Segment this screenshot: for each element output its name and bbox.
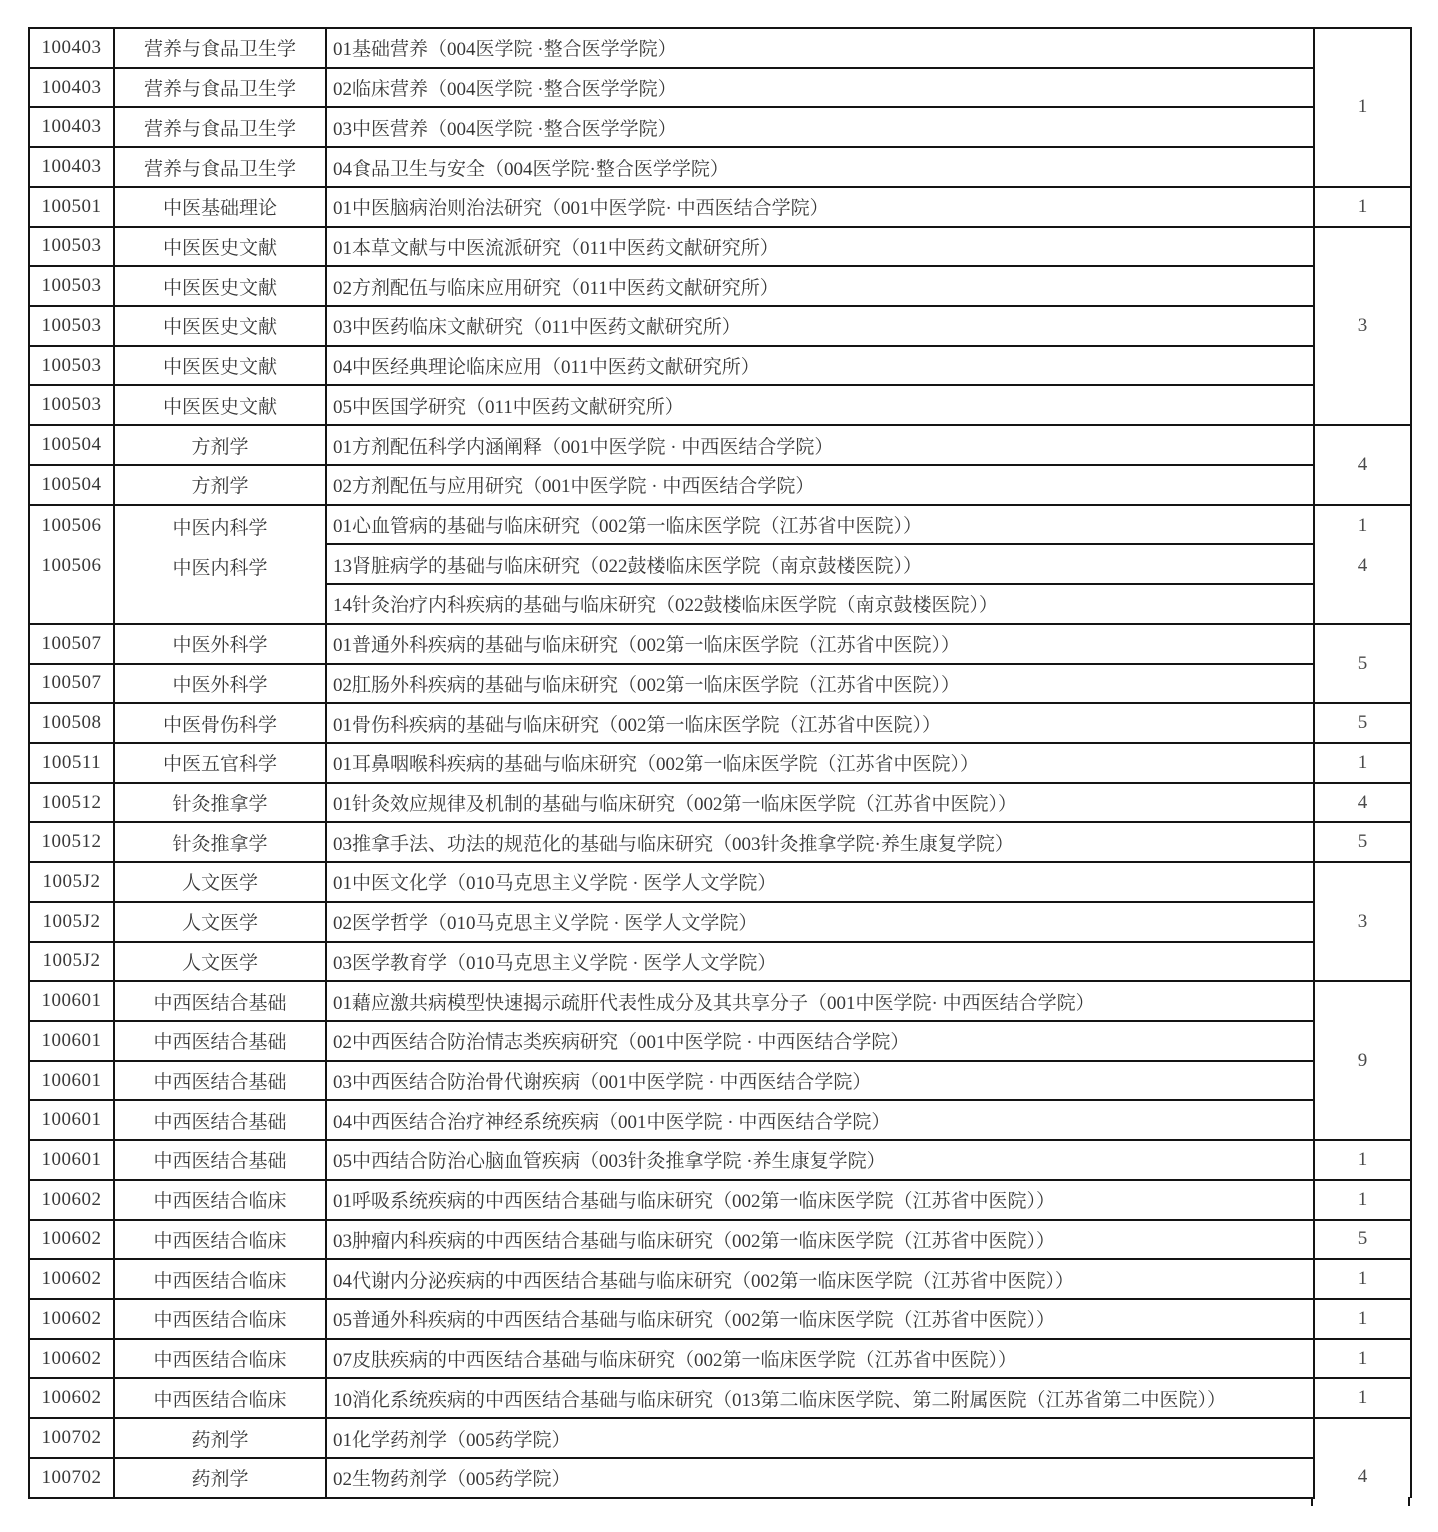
direction-cell: 01普通外科疾病的基础与临床研究（002第一临床医学院（江苏省中医院）） <box>326 624 1314 664</box>
code-cell <box>29 505 114 624</box>
table-row <box>29 385 1411 425</box>
major-cell: 中西医结合基础 <box>114 1021 326 1061</box>
direction-cell: 01针灸效应规律及机制的基础与临床研究（002第一临床医学院（江苏省中医院）） <box>326 783 1314 823</box>
major-cell: 营养与食品卫生学 <box>114 68 326 108</box>
direction-cell: 01化学药剂学（005药学院） <box>326 1418 1314 1458</box>
cell-line-text: 4 <box>1357 791 1368 813</box>
code-cell: 100601 <box>29 981 114 1021</box>
code-cell: 100504 <box>29 425 114 465</box>
direction-cell: 02临床营养（004医学院 ·整合医学学院） <box>326 68 1314 108</box>
code-cell: 100702 <box>29 1458 114 1498</box>
code-cell: 1005J2 <box>29 942 114 982</box>
quota-cell <box>1314 624 1411 703</box>
code-cell: 100601 <box>29 1100 114 1140</box>
table-row <box>29 703 1411 743</box>
code-cell: 100602 <box>29 1259 114 1299</box>
code-cell: 100503 <box>29 306 114 346</box>
cell-line-text: 4 <box>1357 1465 1368 1487</box>
major-cell: 中西医结合临床 <box>114 1180 326 1220</box>
major-cell: 中医外科学 <box>114 664 326 704</box>
direction-cell: 01耳鼻咽喉科疾病的基础与临床研究（002第一临床医学院（江苏省中医院）） <box>326 743 1314 783</box>
table-row <box>29 743 1411 783</box>
table-row <box>29 862 1411 902</box>
code-cell: 100512 <box>29 822 114 862</box>
code-cell: 100601 <box>29 1061 114 1101</box>
cell-line-text: 9 <box>1357 1049 1368 1071</box>
major-cell: 中医医史文献 <box>114 346 326 386</box>
major-cell: 中西医结合临床 <box>114 1259 326 1299</box>
quota-cell <box>1314 783 1411 823</box>
quota-cell <box>1314 1378 1411 1418</box>
cell-line-text: 1 <box>1357 515 1368 537</box>
table-row <box>29 1100 1411 1140</box>
code-cell: 100602 <box>29 1299 114 1339</box>
major-cell: 中西医结合基础 <box>114 981 326 1021</box>
direction-cell: 01基础营养（004医学院 ·整合医学学院） <box>326 28 1314 68</box>
table-row <box>29 306 1411 346</box>
quota-cell <box>1314 425 1411 504</box>
code-cell: 100403 <box>29 107 114 147</box>
direction-cell: 04中西医结合治疗神经系统疾病（001中医学院 · 中西医结合学院） <box>326 1100 1314 1140</box>
table-row <box>29 425 1411 465</box>
direction-cell: 02中西医结合防治情志类疾病研究（001中医学院 · 中西医结合学院） <box>326 1021 1314 1061</box>
major-cell: 营养与食品卫生学 <box>114 28 326 68</box>
table-row <box>29 783 1411 823</box>
direction-cell: 14针灸治疗内科疾病的基础与临床研究（022鼓楼临床医学院（南京鼓楼医院）） <box>326 584 1314 624</box>
direction-cell: 13肾脏病学的基础与临床研究（022鼓楼临床医学院（南京鼓楼医院）） <box>326 544 1314 584</box>
code-cell: 100507 <box>29 624 114 664</box>
table-row <box>29 664 1411 704</box>
cell-line-text: 5 <box>1357 1228 1368 1250</box>
major-cell: 方剂学 <box>114 425 326 465</box>
cell-line-text: 1 <box>1357 195 1368 217</box>
code-cell: 100503 <box>29 346 114 386</box>
cell-line-text: 中医内科学 <box>172 517 268 539</box>
quota-cell <box>1314 862 1411 981</box>
table-row <box>29 187 1411 227</box>
major-cell: 针灸推拿学 <box>114 822 326 862</box>
direction-cell: 01中医脑病治则治法研究（001中医学院· 中西医结合学院） <box>326 187 1314 227</box>
direction-cell: 03医学教育学（010马克思主义学院 · 医学人文学院） <box>326 942 1314 982</box>
code-cell: 1005J2 <box>29 902 114 942</box>
document-page <box>28 27 1410 1499</box>
quota-cell <box>1314 1299 1411 1339</box>
cell-line-text: 1 <box>1357 1148 1368 1170</box>
cell-line-text: 5 <box>1357 831 1368 853</box>
major-cell: 营养与食品卫生学 <box>114 107 326 147</box>
direction-cell: 02生物药剂学（005药学院） <box>326 1458 1314 1498</box>
major-cell: 人文医学 <box>114 942 326 982</box>
code-cell: 100503 <box>29 385 114 425</box>
major-cell: 针灸推拿学 <box>114 783 326 823</box>
table-row <box>29 505 1411 545</box>
direction-cell: 05中医国学研究（011中医药文献研究所） <box>326 385 1314 425</box>
direction-cell: 04代谢内分泌疾病的中西医结合基础与临床研究（002第一临床医学院（江苏省中医院）） <box>326 1259 1314 1299</box>
code-cell: 100501 <box>29 187 114 227</box>
major-cell: 中西医结合临床 <box>114 1378 326 1418</box>
cell-line-text: 3 <box>1357 910 1368 932</box>
cell-line-text: 5 <box>1357 712 1368 734</box>
table-row <box>29 266 1411 306</box>
code-cell: 100601 <box>29 1021 114 1061</box>
major-cell: 中西医结合临床 <box>114 1339 326 1379</box>
cell-line-text: 1 <box>1357 1307 1368 1329</box>
cell-line-text: 3 <box>1357 314 1368 336</box>
quota-cell <box>1314 743 1411 783</box>
code-cell: 100602 <box>29 1339 114 1379</box>
table-row <box>29 1021 1411 1061</box>
direction-cell: 04中医经典理论临床应用（011中医药文献研究所） <box>326 346 1314 386</box>
code-cell: 100602 <box>29 1378 114 1418</box>
direction-cell: 01方剂配伍科学内涵阐释（001中医学院 · 中西医结合学院） <box>326 425 1314 465</box>
major-cell: 药剂学 <box>114 1458 326 1498</box>
code-cell: 100403 <box>29 68 114 108</box>
direction-cell: 05中西结合防治心脑血管疾病（003针灸推拿学院 ·养生康复学院） <box>326 1140 1314 1180</box>
major-cell: 中医骨伤科学 <box>114 703 326 743</box>
direction-cell: 01中医文化学（010马克思主义学院 · 医学人文学院） <box>326 862 1314 902</box>
direction-cell: 04食品卫生与安全（004医学院·整合医学学院） <box>326 147 1314 187</box>
code-cell: 1005J2 <box>29 862 114 902</box>
major-cell: 中西医结合基础 <box>114 1140 326 1180</box>
cell-line-text: 中医内科学 <box>172 557 268 579</box>
cell-line-text: 1 <box>1357 1387 1368 1409</box>
major-cell: 中医医史文献 <box>114 385 326 425</box>
direction-cell: 01呼吸系统疾病的中西医结合基础与临床研究（002第一临床医学院（江苏省中医院）） <box>326 1180 1314 1220</box>
table-row <box>29 981 1411 1021</box>
major-cell: 营养与食品卫生学 <box>114 147 326 187</box>
code-cell: 100503 <box>29 266 114 306</box>
table-row <box>29 1418 1411 1458</box>
code-cell: 100602 <box>29 1220 114 1260</box>
cell-line-text: 1 <box>1357 1268 1368 1290</box>
direction-cell: 03肿瘤内科疾病的中西医结合基础与临床研究（002第一临床医学院（江苏省中医院）） <box>326 1220 1314 1260</box>
direction-cell: 03中医营养（004医学院 ·整合医学学院） <box>326 107 1314 147</box>
table-row <box>29 1378 1411 1418</box>
table-row <box>29 1220 1411 1260</box>
major-cell: 方剂学 <box>114 465 326 505</box>
quota-cell <box>1314 703 1411 743</box>
quota-column-right-edge-extension <box>1408 1497 1410 1506</box>
cell-line-text: 4 <box>1357 453 1368 475</box>
table-row <box>29 107 1411 147</box>
cell-line-text: 100506 <box>41 515 102 537</box>
major-cell: 药剂学 <box>114 1418 326 1458</box>
cell-line-text: 1 <box>1357 1347 1368 1369</box>
quota-cell <box>1314 1259 1411 1299</box>
major-cell: 中医医史文献 <box>114 266 326 306</box>
cell-line-text: 1 <box>1357 1188 1368 1210</box>
major-cell: 中医五官科学 <box>114 743 326 783</box>
code-cell: 100601 <box>29 1140 114 1180</box>
table-row <box>29 147 1411 187</box>
quota-cell <box>1314 1180 1411 1220</box>
cell-line-text: 4 <box>1357 555 1368 577</box>
code-cell: 100508 <box>29 703 114 743</box>
table-row <box>29 1180 1411 1220</box>
quota-cell <box>1314 1339 1411 1379</box>
code-cell: 100403 <box>29 28 114 68</box>
code-cell: 100507 <box>29 664 114 704</box>
direction-cell: 07皮肤疾病的中西医结合基础与临床研究（002第一临床医学院（江苏省中医院）） <box>326 1339 1314 1379</box>
quota-cell <box>1314 1418 1411 1497</box>
quota-cell <box>1314 822 1411 862</box>
direction-cell: 02方剂配伍与临床应用研究（011中医药文献研究所） <box>326 266 1314 306</box>
major-cell: 中医基础理论 <box>114 187 326 227</box>
quota-cell <box>1314 1140 1411 1180</box>
direction-cell: 02方剂配伍与应用研究（001中医学院 · 中西医结合学院） <box>326 465 1314 505</box>
direction-cell: 01藉应激共病模型快速揭示疏肝代表性成分及其共享分子（001中医学院· 中西医结合学院） <box>326 981 1314 1021</box>
quota-cell <box>1314 227 1411 426</box>
table-row <box>29 624 1411 664</box>
table-row <box>29 1339 1411 1379</box>
code-cell: 100511 <box>29 743 114 783</box>
table-row <box>29 1061 1411 1101</box>
table-row <box>29 227 1411 267</box>
quota-cell <box>1314 1220 1411 1260</box>
direction-cell: 10消化系统疾病的中西医结合基础与临床研究（013第二临床医学院、第二附属医院（江苏省第二中医院）） <box>326 1378 1314 1418</box>
table-row <box>29 902 1411 942</box>
direction-cell: 01骨伤科疾病的基础与临床研究（002第一临床医学院（江苏省中医院）） <box>326 703 1314 743</box>
direction-cell: 02医学哲学（010马克思主义学院 · 医学人文学院） <box>326 902 1314 942</box>
table-row <box>29 1259 1411 1299</box>
major-cell: 中西医结合基础 <box>114 1100 326 1140</box>
code-cell: 100512 <box>29 783 114 823</box>
code-cell: 100504 <box>29 465 114 505</box>
major-cell: 中西医结合临床 <box>114 1299 326 1339</box>
major-cell: 中西医结合临床 <box>114 1220 326 1260</box>
quota-cell <box>1314 187 1411 227</box>
admissions-table <box>28 27 1412 1499</box>
major-cell <box>114 505 326 624</box>
table-row <box>29 465 1411 505</box>
code-cell: 100403 <box>29 147 114 187</box>
major-cell: 中医医史文献 <box>114 227 326 267</box>
quota-cell <box>1314 28 1411 187</box>
quota-column-left-edge-extension <box>1311 1497 1313 1506</box>
direction-cell: 05普通外科疾病的中西医结合基础与临床研究（002第一临床医学院（江苏省中医院）） <box>326 1299 1314 1339</box>
cell-line-text: 1 <box>1357 96 1368 118</box>
direction-cell: 03中西医结合防治骨代谢疾病（001中医学院 · 中西医结合学院） <box>326 1061 1314 1101</box>
table-row <box>29 1140 1411 1180</box>
major-cell: 人文医学 <box>114 862 326 902</box>
major-cell: 中西医结合基础 <box>114 1061 326 1101</box>
quota-cell <box>1314 981 1411 1140</box>
table-row <box>29 28 1411 68</box>
direction-cell: 02肛肠外科疾病的基础与临床研究（002第一临床医学院（江苏省中医院）） <box>326 664 1314 704</box>
table-row <box>29 822 1411 862</box>
major-cell: 人文医学 <box>114 902 326 942</box>
table-row <box>29 68 1411 108</box>
direction-cell: 01本草文献与中医流派研究（011中医药文献研究所） <box>326 227 1314 267</box>
table-row <box>29 346 1411 386</box>
direction-cell: 03推拿手法、功法的规范化的基础与临床研究（003针灸推拿学院·养生康复学院） <box>326 822 1314 862</box>
admissions-table-body <box>29 28 1411 1498</box>
direction-cell: 03中医药临床文献研究（011中医药文献研究所） <box>326 306 1314 346</box>
table-row <box>29 1299 1411 1339</box>
cell-line-text: 1 <box>1357 751 1368 773</box>
code-cell: 100503 <box>29 227 114 267</box>
major-cell: 中医外科学 <box>114 624 326 664</box>
table-row <box>29 942 1411 982</box>
direction-cell: 01心血管病的基础与临床研究（002第一临床医学院（江苏省中医院）） <box>326 505 1314 545</box>
cell-line-text: 5 <box>1357 652 1368 674</box>
cell-line-text: 100506 <box>41 555 102 577</box>
code-cell: 100702 <box>29 1418 114 1458</box>
code-cell: 100602 <box>29 1180 114 1220</box>
quota-cell <box>1314 505 1411 624</box>
table-row <box>29 1458 1411 1498</box>
major-cell: 中医医史文献 <box>114 306 326 346</box>
